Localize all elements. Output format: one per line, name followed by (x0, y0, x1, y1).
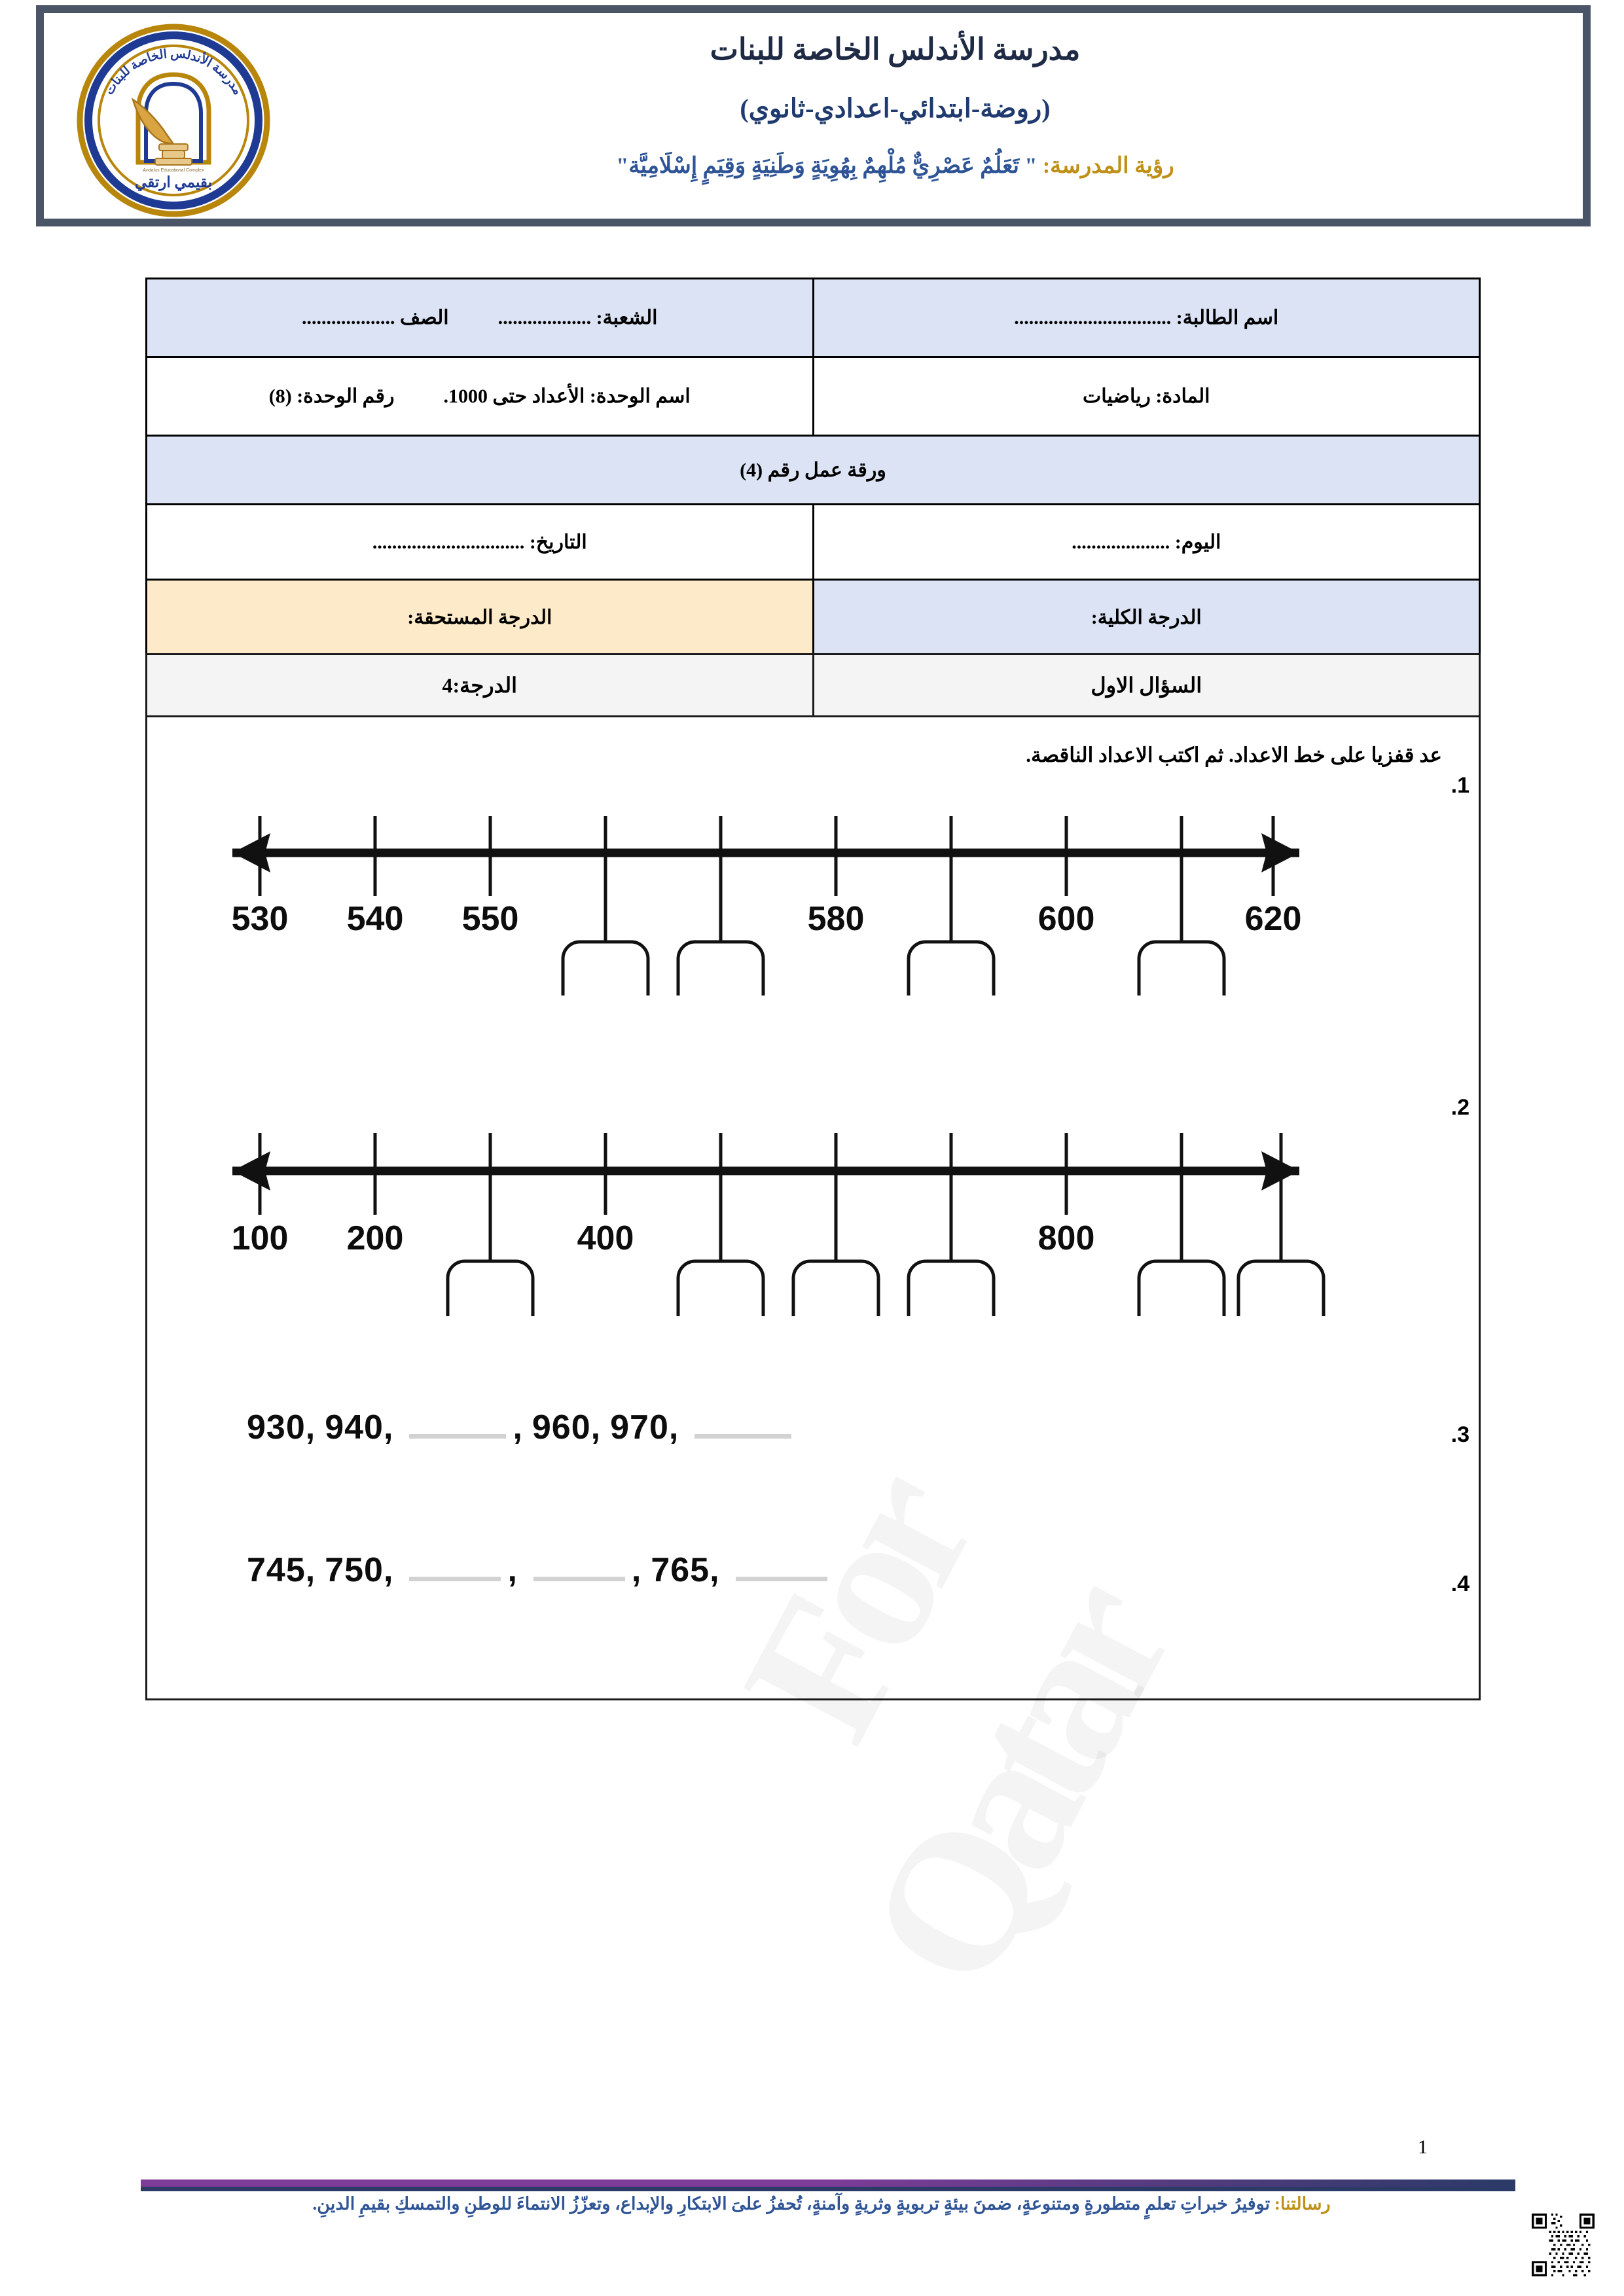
sequence-4-blank-3[interactable] (736, 1577, 827, 1581)
answer-box-900[interactable] (1139, 1261, 1224, 1316)
sequence-3-token-4: 970 (610, 1408, 669, 1446)
numberline-1-label-580: 580 (807, 900, 865, 938)
numberline-2-label-200: 200 (346, 1219, 404, 1257)
date-cell[interactable] (147, 505, 814, 580)
item-number-4: .4 (1451, 1571, 1470, 1596)
table-row (147, 580, 1480, 655)
numberline-1-label-620: 620 (1244, 900, 1302, 938)
day-cell[interactable] (813, 505, 1480, 580)
logo-latin-text: Andalus Educational Complex (143, 168, 204, 173)
total-grade-cell (813, 580, 1480, 655)
day-label: اليوم: .................... (1072, 531, 1221, 553)
worksheet-title-cell (147, 436, 1480, 505)
sequence-3-blank-1[interactable] (409, 1434, 506, 1439)
sequence-4: 745 , 750 , , , 765 , (247, 1551, 834, 1590)
school-stages: (روضة-ابتدائي-اعدادي-ثانوي) (740, 94, 1051, 123)
sequence-3: 930 , 940 , , 960 , 970 , (247, 1408, 798, 1447)
answer-box-560[interactable] (563, 942, 648, 996)
page-number: 1 (1418, 2136, 1428, 2158)
watermark (683, 1453, 1170, 1886)
question-one-block (145, 653, 1481, 1700)
vision-text: " تَعَلُمٌ عَصْرِيٌّ مُلْهِمٌ بِهُوِيَةٍ وَطَنِيَةٍ وَقِيَمٍ إِسْلَامِيَّة" (616, 154, 1038, 178)
numberline-2-label-400: 400 (577, 1219, 634, 1257)
school-name: مدرسة الأندلس الخاصة للبنات (710, 33, 1081, 66)
numberline-2-label-800: 800 (1038, 1219, 1095, 1257)
numberline-1-label-540: 540 (346, 900, 404, 938)
table-row (147, 505, 1480, 580)
header-text-column (319, 20, 1471, 219)
answer-box-500[interactable] (678, 1261, 763, 1316)
logo-top-text: مدرسة الأندلس الخاصة للبنات (102, 46, 245, 98)
numberline-1-label-550: 550 (461, 900, 519, 938)
question-grade-cell (147, 655, 812, 715)
numberline-2 (187, 1100, 1345, 1316)
school-logo-icon (75, 22, 272, 219)
item-number-3: .3 (1451, 1422, 1470, 1447)
sequence-4-token-4: 765 (651, 1551, 710, 1589)
logo-bottom-text: بقيمي ارتقي (135, 174, 212, 190)
answer-box-300[interactable] (448, 1261, 533, 1316)
total-grade-label: الدرجة الكلية: (1091, 606, 1202, 628)
numberline-1-label-530: 530 (231, 900, 289, 938)
numberline-2-label-100: 100 (231, 1219, 289, 1257)
unit-cell (147, 357, 814, 436)
answer-box-700[interactable] (909, 1261, 994, 1316)
numberline-1 (187, 780, 1345, 996)
footer-mission-label: رسالتنا: (1274, 2194, 1331, 2214)
answer-box-590[interactable] (909, 942, 994, 996)
table-row (147, 436, 1480, 505)
footer-mission-text: توفيرُ خبراتِ تعلمٍ متطورةٍ ومتنوعةٍ، ضمنَ بيئةٍ تربويةٍ وثريةٍ وآمنةٍ، تُحفزُ علىَ الابتكارِ والإبداع، وتعزّزُ الانتماءَ للوطنِ والتمسكِ بقيمِ الدينِ. (312, 2194, 1271, 2214)
sequence-3-token-0: 930 (247, 1408, 306, 1446)
sequence-4-token-0: 745 (247, 1551, 306, 1589)
question-grade: الدرجة:4 (442, 673, 517, 697)
date-label: التاريخ: ............................... (372, 531, 587, 553)
question-title: السؤال الاول (1091, 673, 1202, 697)
table-row (147, 279, 1480, 357)
answer-box-570[interactable] (678, 942, 763, 996)
student-name-cell[interactable] (813, 279, 1480, 357)
numberline-1-label-600: 600 (1038, 900, 1095, 938)
sequence-3-token-1: 940 (325, 1408, 384, 1446)
student-name-label: اسم الطالبة: ................................ (1014, 307, 1279, 329)
answer-box-610[interactable] (1139, 942, 1224, 996)
sequence-3-blank-2[interactable] (695, 1434, 791, 1439)
earned-grade-cell[interactable] (147, 580, 814, 655)
sequence-4-blank-1[interactable] (409, 1577, 501, 1581)
header-frame (36, 5, 1591, 226)
question-title-cell (812, 655, 1479, 715)
vision-label: رؤية المدرسة: (1042, 154, 1174, 178)
footer-rule-top (141, 2179, 1515, 2187)
subject-label: المادة: رياضيات (1083, 386, 1210, 407)
subject-cell (813, 357, 1480, 436)
worksheet-info-table (145, 278, 1481, 656)
school-logo (75, 22, 272, 219)
question-instruction: عد قفزيا على خط الاعداد. ثم اكتب الاعداد الناقصة. (1026, 744, 1442, 766)
sequence-4-blank-2[interactable] (533, 1577, 625, 1581)
footer-mission (118, 2194, 1525, 2214)
worksheet-title: ورقة عمل رقم (4) (740, 459, 886, 481)
sequence-4-token-1: 750 (325, 1551, 384, 1589)
unit-number-label: رقم الوحدة: (8) (268, 386, 395, 407)
table-row (147, 357, 1480, 436)
footer-rule-bottom (141, 2187, 1515, 2191)
qr-code-icon (1532, 2214, 1595, 2276)
sequence-3-token-3: 960 (532, 1408, 591, 1446)
answer-box-1000[interactable] (1238, 1261, 1324, 1316)
earned-grade-label: الدرجة المستحقة: (407, 606, 552, 628)
answer-box-600[interactable] (793, 1261, 878, 1316)
class-section-cell[interactable] (147, 279, 814, 357)
question-header-row (147, 655, 1479, 717)
unit-name-label: اسم الوحدة: الأعداد حتى 1000. (443, 386, 691, 407)
section-label: الشعبة: ................... (497, 307, 658, 329)
class-label: الصف ................... (302, 307, 449, 329)
school-vision (616, 152, 1174, 179)
item-number-1: .1 (1451, 773, 1470, 798)
item-number-2: .2 (1451, 1095, 1470, 1120)
